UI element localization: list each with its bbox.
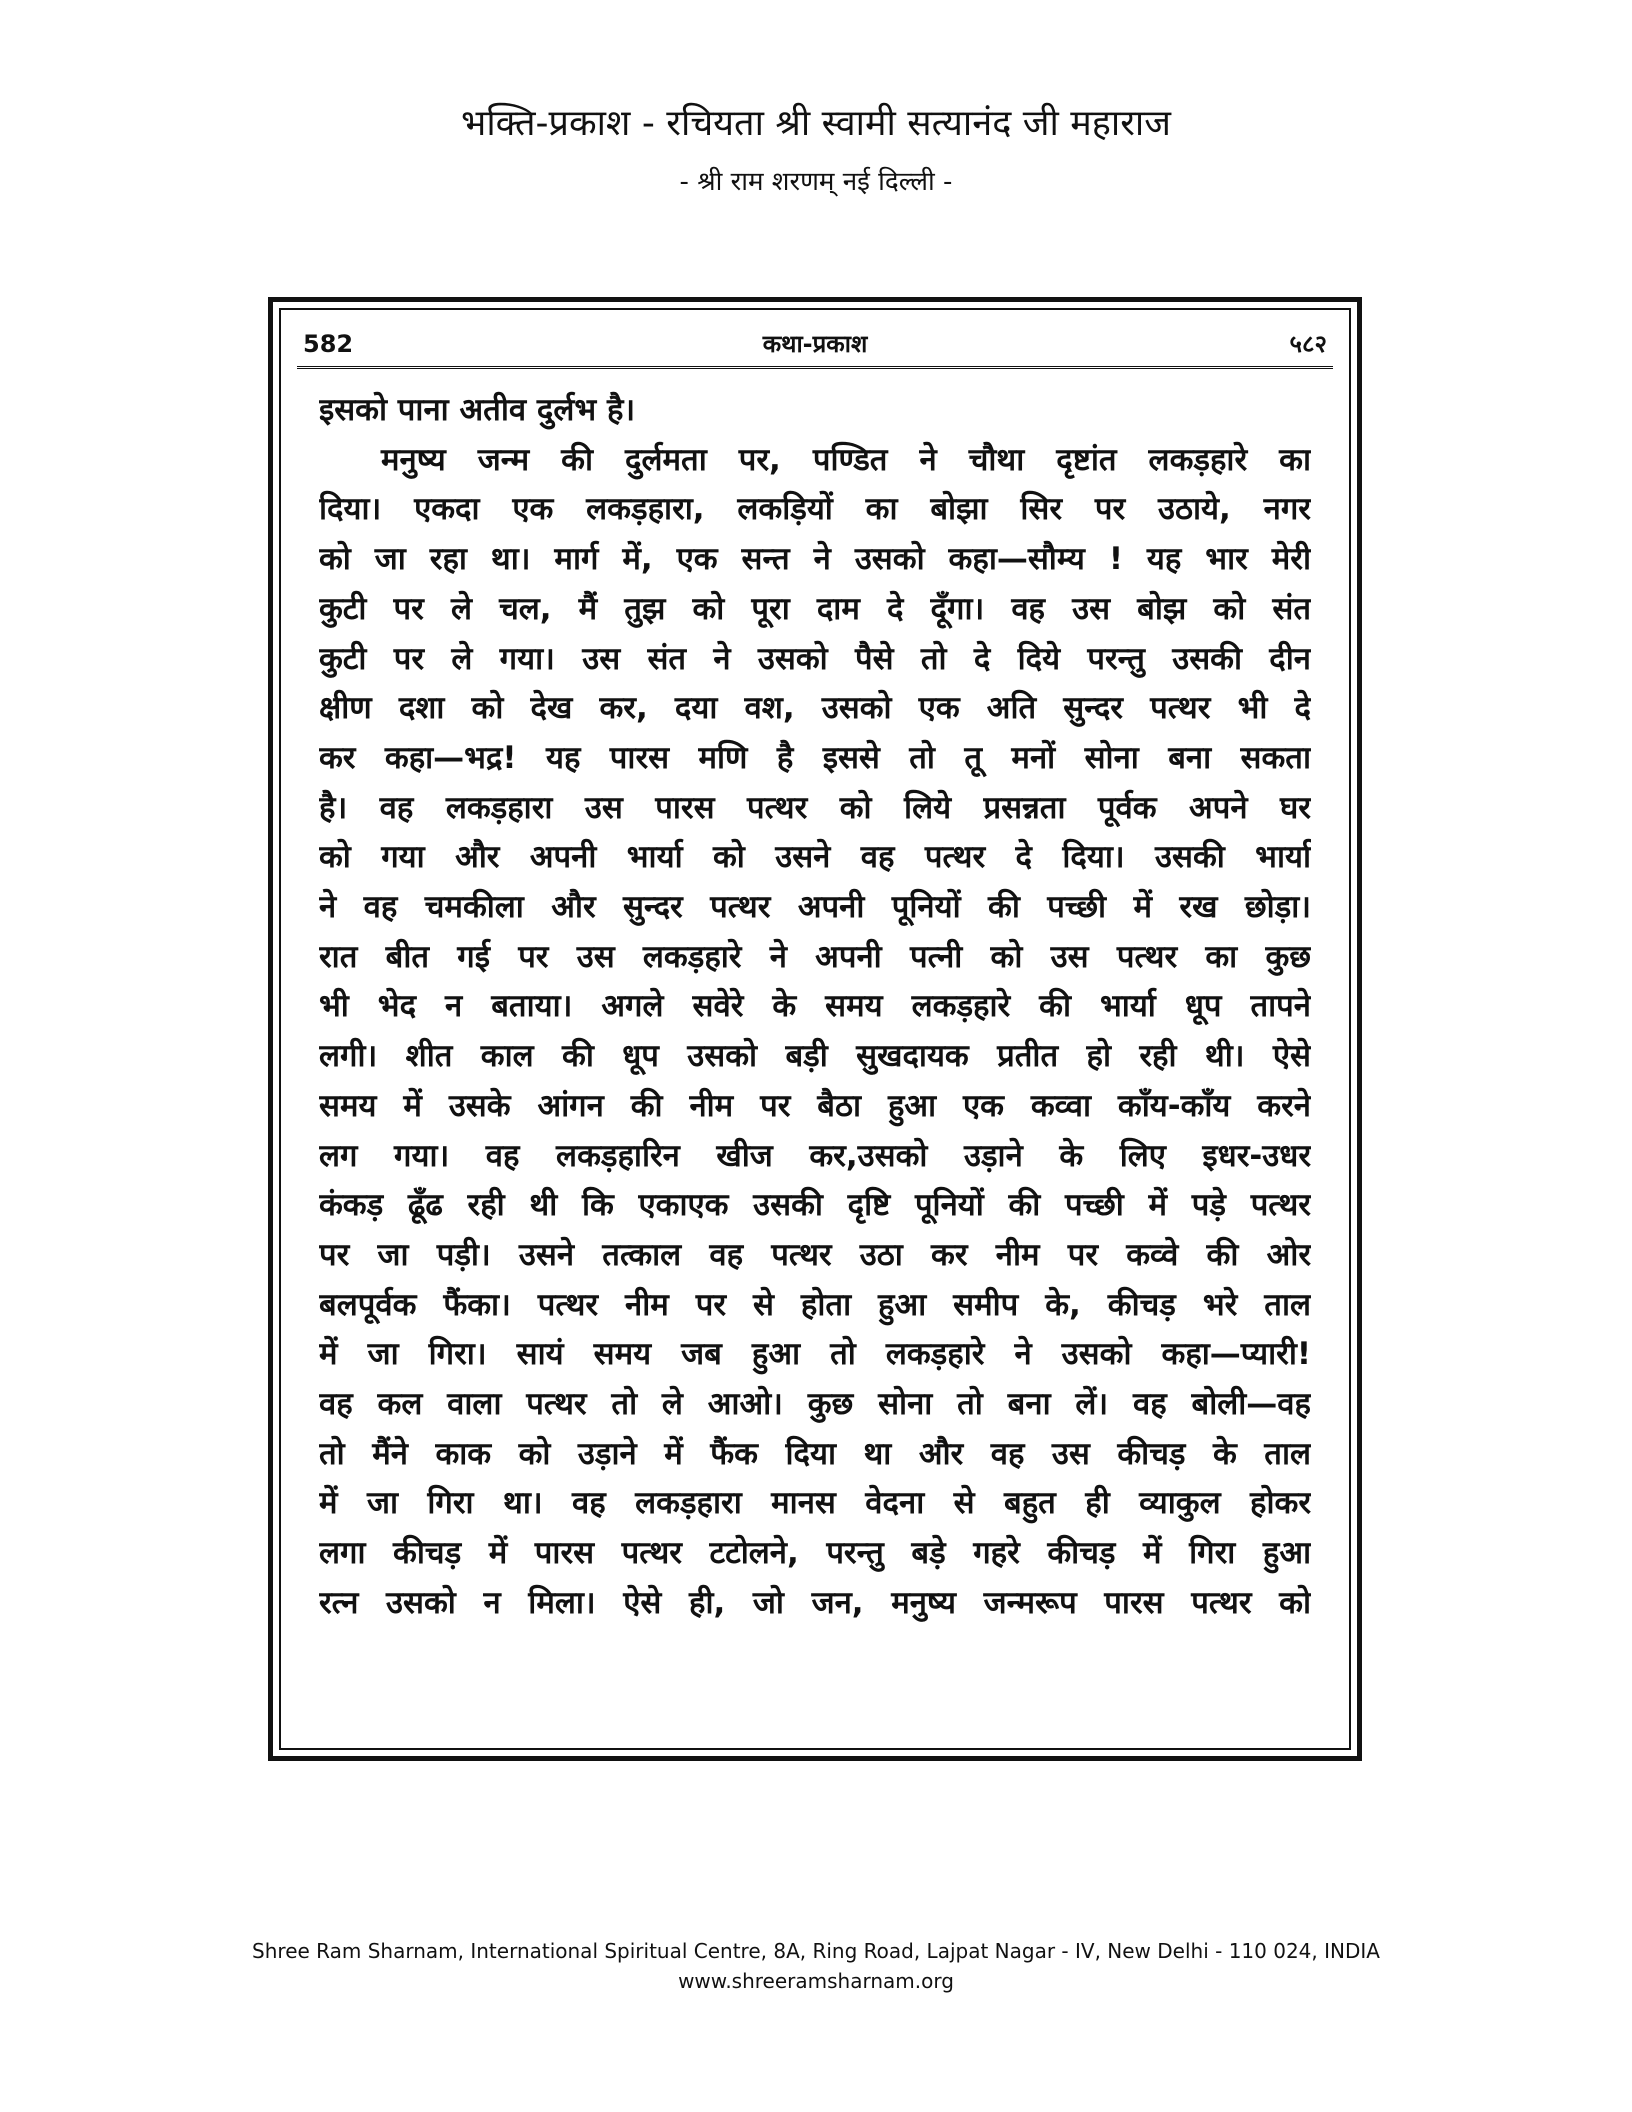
text-line: बलपूर्वक फैंका। पत्थर नीम पर से होता हुआ समीप के, कीचड़ भरे ताल bbox=[319, 1286, 1311, 1323]
text-line: कर कहा—भद्र! यह पारस मणि है इससे तो तू मनों सोना बना सकता bbox=[319, 739, 1311, 776]
text-line: क्षीण दशा को देख कर, दया वश, उसको एक अति सुन्दर पत्थर भी दे bbox=[319, 690, 1311, 727]
text-line: कंकड़ ढूँढ रही थी कि एकाएक उसकी दृष्टि पूनियों की पच्छी में पड़े पत्थर bbox=[319, 1187, 1311, 1224]
text-line: लग गया। वह लकड़हारिन खीज कर,उसको उड़ाने के लिए इधर-उधर bbox=[319, 1137, 1311, 1174]
text-line: इसको पाना अतीव दुर्लभ है। bbox=[319, 392, 636, 428]
text-line: लगी। शीत काल की धूप उसको बड़ी सुखदायक प्रतीत हो रही थी। ऐसे bbox=[319, 1038, 1311, 1075]
text-line: रात बीत गई पर उस लकड़हारे ने अपनी पत्नी को उस पत्थर का कुछ bbox=[319, 938, 1311, 975]
footer-website: www.shreeramsharnam.org bbox=[678, 1969, 954, 1993]
text-line: को जा रहा था। मार्ग में, एक सन्त ने उसको कहा—सौम्य ! यह भार मेरी bbox=[319, 541, 1311, 578]
text-line: है। वह लकड़हारा उस पारस पत्थर को लिये प्रसन्नता पूर्वक अपने घर bbox=[319, 789, 1311, 826]
text-line: ने वह चमकीला और सुन्दर पत्थर अपनी पूनियों की पच्छी में रख छोड़ा। bbox=[319, 889, 1311, 926]
footer-address: Shree Ram Sharnam, International Spiritual Centre, 8A, Ring Road, Lajpat Nagar - IV, New Delhi - 110 024, INDIA bbox=[252, 1939, 1380, 1963]
book-title: भक्ति-प्रकाश - रचियता श्री स्वामी सत्यानंद जी महाराज bbox=[461, 103, 1171, 144]
publisher-line: - श्री राम शरणम् नई दिल्ली - bbox=[679, 167, 953, 197]
text-line: समय में उसके आंगन की नीम पर बैठा हुआ एक कव्वा काँय-काँय करने bbox=[319, 1087, 1311, 1124]
text-line: कुटी पर ले गया। उस संत ने उसको पैसे तो दे दिये परन्तु उसकी दीन bbox=[319, 640, 1311, 677]
text-line: भी भेद न बताया। अगले सवेरे के समय लकड़हारे की भार्या धूप तापने bbox=[319, 988, 1311, 1025]
text-line: रत्न उसको न मिला। ऐसे ही, जो जन, मनुष्य जन्मरूप पारस पत्थर को bbox=[319, 1584, 1311, 1621]
page-number-devanagari: ५८२ bbox=[1289, 330, 1327, 358]
text-line: तो मैंने काक को उड़ाने में फैंक दिया था और वह उस कीचड़ के ताल bbox=[319, 1435, 1311, 1472]
text-line: में जा गिरा। सायं समय जब हुआ तो लकड़हारे ने उसको कहा—प्यारी! bbox=[319, 1336, 1311, 1373]
text-line: कुटी पर ले चल, मैं तुझ को पूरा दाम दे दूँगा। वह उस बोझ को संत bbox=[319, 590, 1311, 627]
text-line: को गया और अपनी भार्या को उसने वह पत्थर दे दिया। उसकी भार्या bbox=[319, 839, 1311, 876]
document-footer bbox=[0, 1936, 1632, 1996]
text-line: में जा गिरा था। वह लकड़हारा मानस वेदना से बहुत ही व्याकुल होकर bbox=[319, 1485, 1311, 1522]
text-line: मनुष्य जन्म की दुर्लमता पर, पण्डित ने चौथा दृष्टांत लकड़हारे का bbox=[381, 441, 1311, 478]
text-line: पर जा पड़ी। उसने तत्काल वह पत्थर उठा कर नीम पर कव्वे की ओर bbox=[319, 1236, 1311, 1273]
text-line: वह कल वाला पत्थर तो ले आओ। कुछ सोना तो बना लें। वह बोली—वह bbox=[319, 1386, 1311, 1423]
text-line: दिया। एकदा एक लकड़हारा, लकड़ियों का बोझा सिर पर उठाये, नगर bbox=[319, 491, 1311, 528]
text-line: लगा कीचड़ में पारस पत्थर टटोलने, परन्तु बड़े गहरे कीचड़ में गिरा हुआ bbox=[319, 1535, 1311, 1572]
page-frame bbox=[268, 297, 1362, 1761]
document-header bbox=[0, 100, 1632, 202]
page-number-arabic: 582 bbox=[303, 330, 354, 358]
page-body-text bbox=[319, 386, 1311, 1629]
running-header bbox=[297, 322, 1333, 369]
running-title: कथा-प्रकाश bbox=[762, 330, 868, 358]
page-frame-inner bbox=[279, 308, 1351, 1750]
